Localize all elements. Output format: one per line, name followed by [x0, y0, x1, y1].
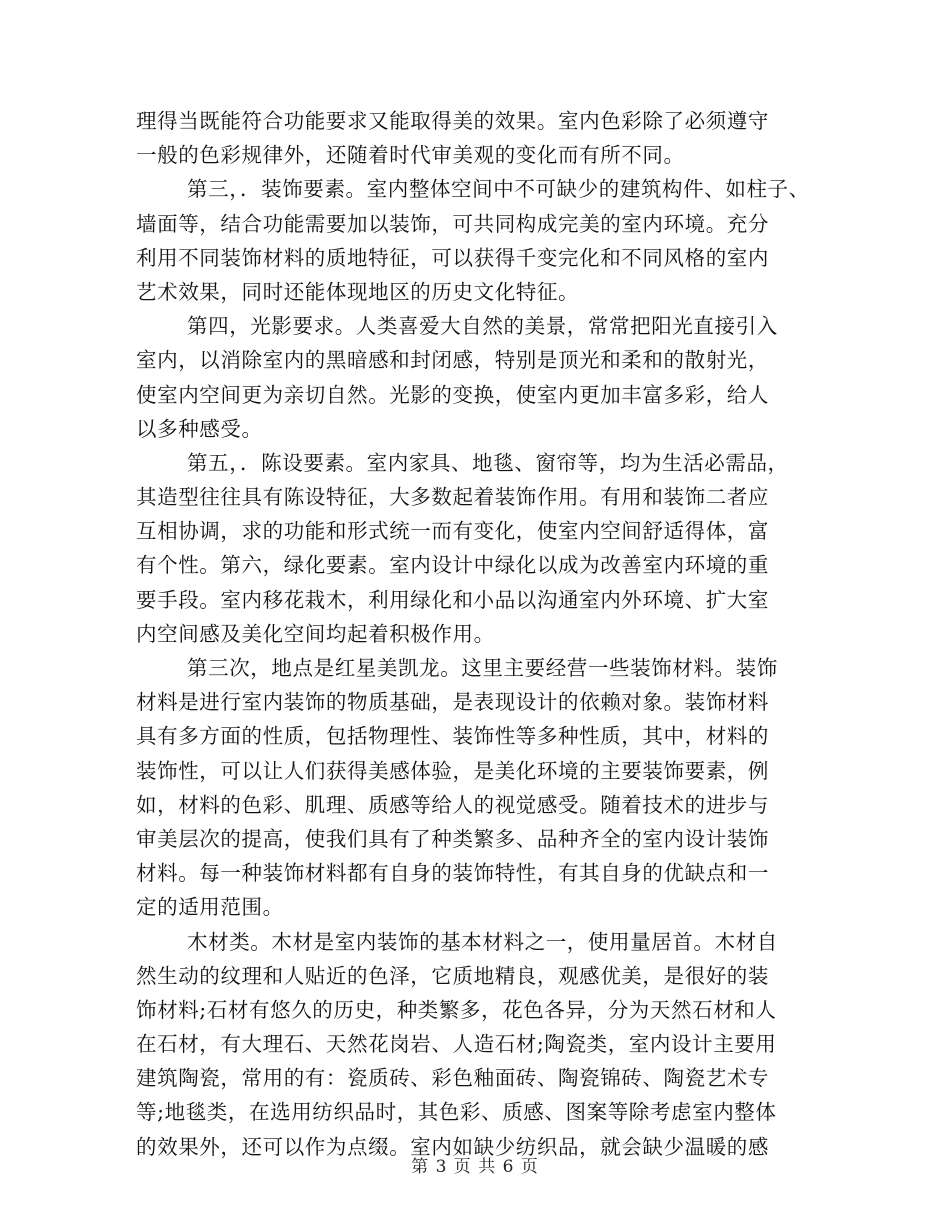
text-line: 然生动的纹理和人贴近的色泽，它质地精良，观感优美，是很好的装	[136, 963, 769, 988]
text-line: 要手段。室内移花栽木，利用绿化和小品以沟通室内外环境、扩大室	[136, 587, 769, 612]
text-line: 艺术效果，同时还能体现地区的历史文化特征。	[136, 279, 580, 304]
paragraph-start-line: 第四，光影要求。人类喜爱大自然的美景，常常把阳光直接引入	[187, 314, 778, 339]
text-line: 室内，以消除室内的黑暗感和封闭感，特别是顶光和柔和的散射光，	[136, 348, 769, 373]
text-line: 材料是进行室内装饰的物质基础，是表现设计的依赖对象。装饰材料	[136, 690, 769, 715]
text-line: 理得当既能符合功能要求又能取得美的效果。室内色彩除了必须遵守	[136, 109, 769, 133]
paragraph-start-line: 第五，．陈设要素。室内家具、地毯、窗帘等，均为生活必需品，	[187, 450, 789, 475]
text-line: 建筑陶瓷，常用的有：瓷质砖、彩色釉面砖、陶瓷锦砖、陶瓷艺术专	[136, 1066, 769, 1091]
text-line: 饰材料;石材有悠久的历史，种类繁多，花色各异，分为天然石材和人	[136, 997, 777, 1022]
text-line: 定的适用范围。	[136, 895, 284, 920]
text-line: 等;地毯类，在选用纺织品时，其色彩、质感、图案等除考虑室内整体	[136, 1100, 777, 1125]
text-line: 使室内空间更为亲切自然。光影的变换，使室内更加丰富多彩，给人	[136, 382, 769, 407]
text-line: 的效果外，还可以作为点缀。室内如缺少纺织品，就会缺少温暖的感	[136, 1134, 769, 1159]
text-line: 利用不同装饰材料的质地特征，可以获得千变完化和不同风格的室内	[136, 245, 769, 270]
text-line: 内空间感及美化空间均起着积极作用。	[136, 621, 495, 646]
text-line: 审美层次的提高，使我们具有了种类繁多、品种齐全的室内设计装饰	[136, 826, 769, 851]
paragraph-start-line: 第三次，地点是红星美凯龙。这里主要经营一些装饰材料。装饰	[187, 656, 778, 680]
paragraph-start-line: 第三，．装饰要素。室内整体空间中不可缺少的建筑构件、如柱子、	[187, 177, 810, 202]
text-line: 一般的色彩规律外，还随着时代审美观的变化而有所不同。	[136, 143, 685, 168]
text-line: 装饰性，可以让人们获得美感体验，是美化环境的主要装饰要素，例	[136, 758, 769, 783]
text-line: 在石材，有大理石、天然花岗岩、人造石材;陶瓷类，室内设计主要用	[136, 1032, 777, 1057]
text-line: 如，材料的色彩、肌理、质感等给人的视觉感受。随着技术的进步与	[136, 792, 769, 817]
page-number-footer: 第 3 页 共 6 页	[411, 1157, 539, 1177]
text-line: 材料。每一种装饰材料都有自身的装饰特性，有其自身的优缺点和一	[136, 861, 769, 886]
text-line: 具有多方面的性质，包括物理性、装饰性等多种性质，其中，材料的	[136, 724, 769, 749]
text-line: 互相协调，求的功能和形式统一而有变化，使室内空间舒适得体，富	[136, 519, 769, 544]
text-line: 有个性。第六，绿化要素。室内设计中绿化以成为改善室内环境的重	[136, 553, 769, 578]
text-line: 其造型往往具有陈设特征，大多数起着装饰作用。有用和装饰二者应	[136, 485, 769, 510]
body-text	[136, 104, 816, 1164]
paragraph-start-line: 木材类。木材是室内装饰的基本材料之一，使用量居首。木材自	[187, 929, 778, 954]
text-line: 墙面等，结合功能需要加以装饰，可共同构成完美的室内环境。充分	[136, 211, 769, 236]
text-line: 以多种感受。	[136, 416, 263, 441]
